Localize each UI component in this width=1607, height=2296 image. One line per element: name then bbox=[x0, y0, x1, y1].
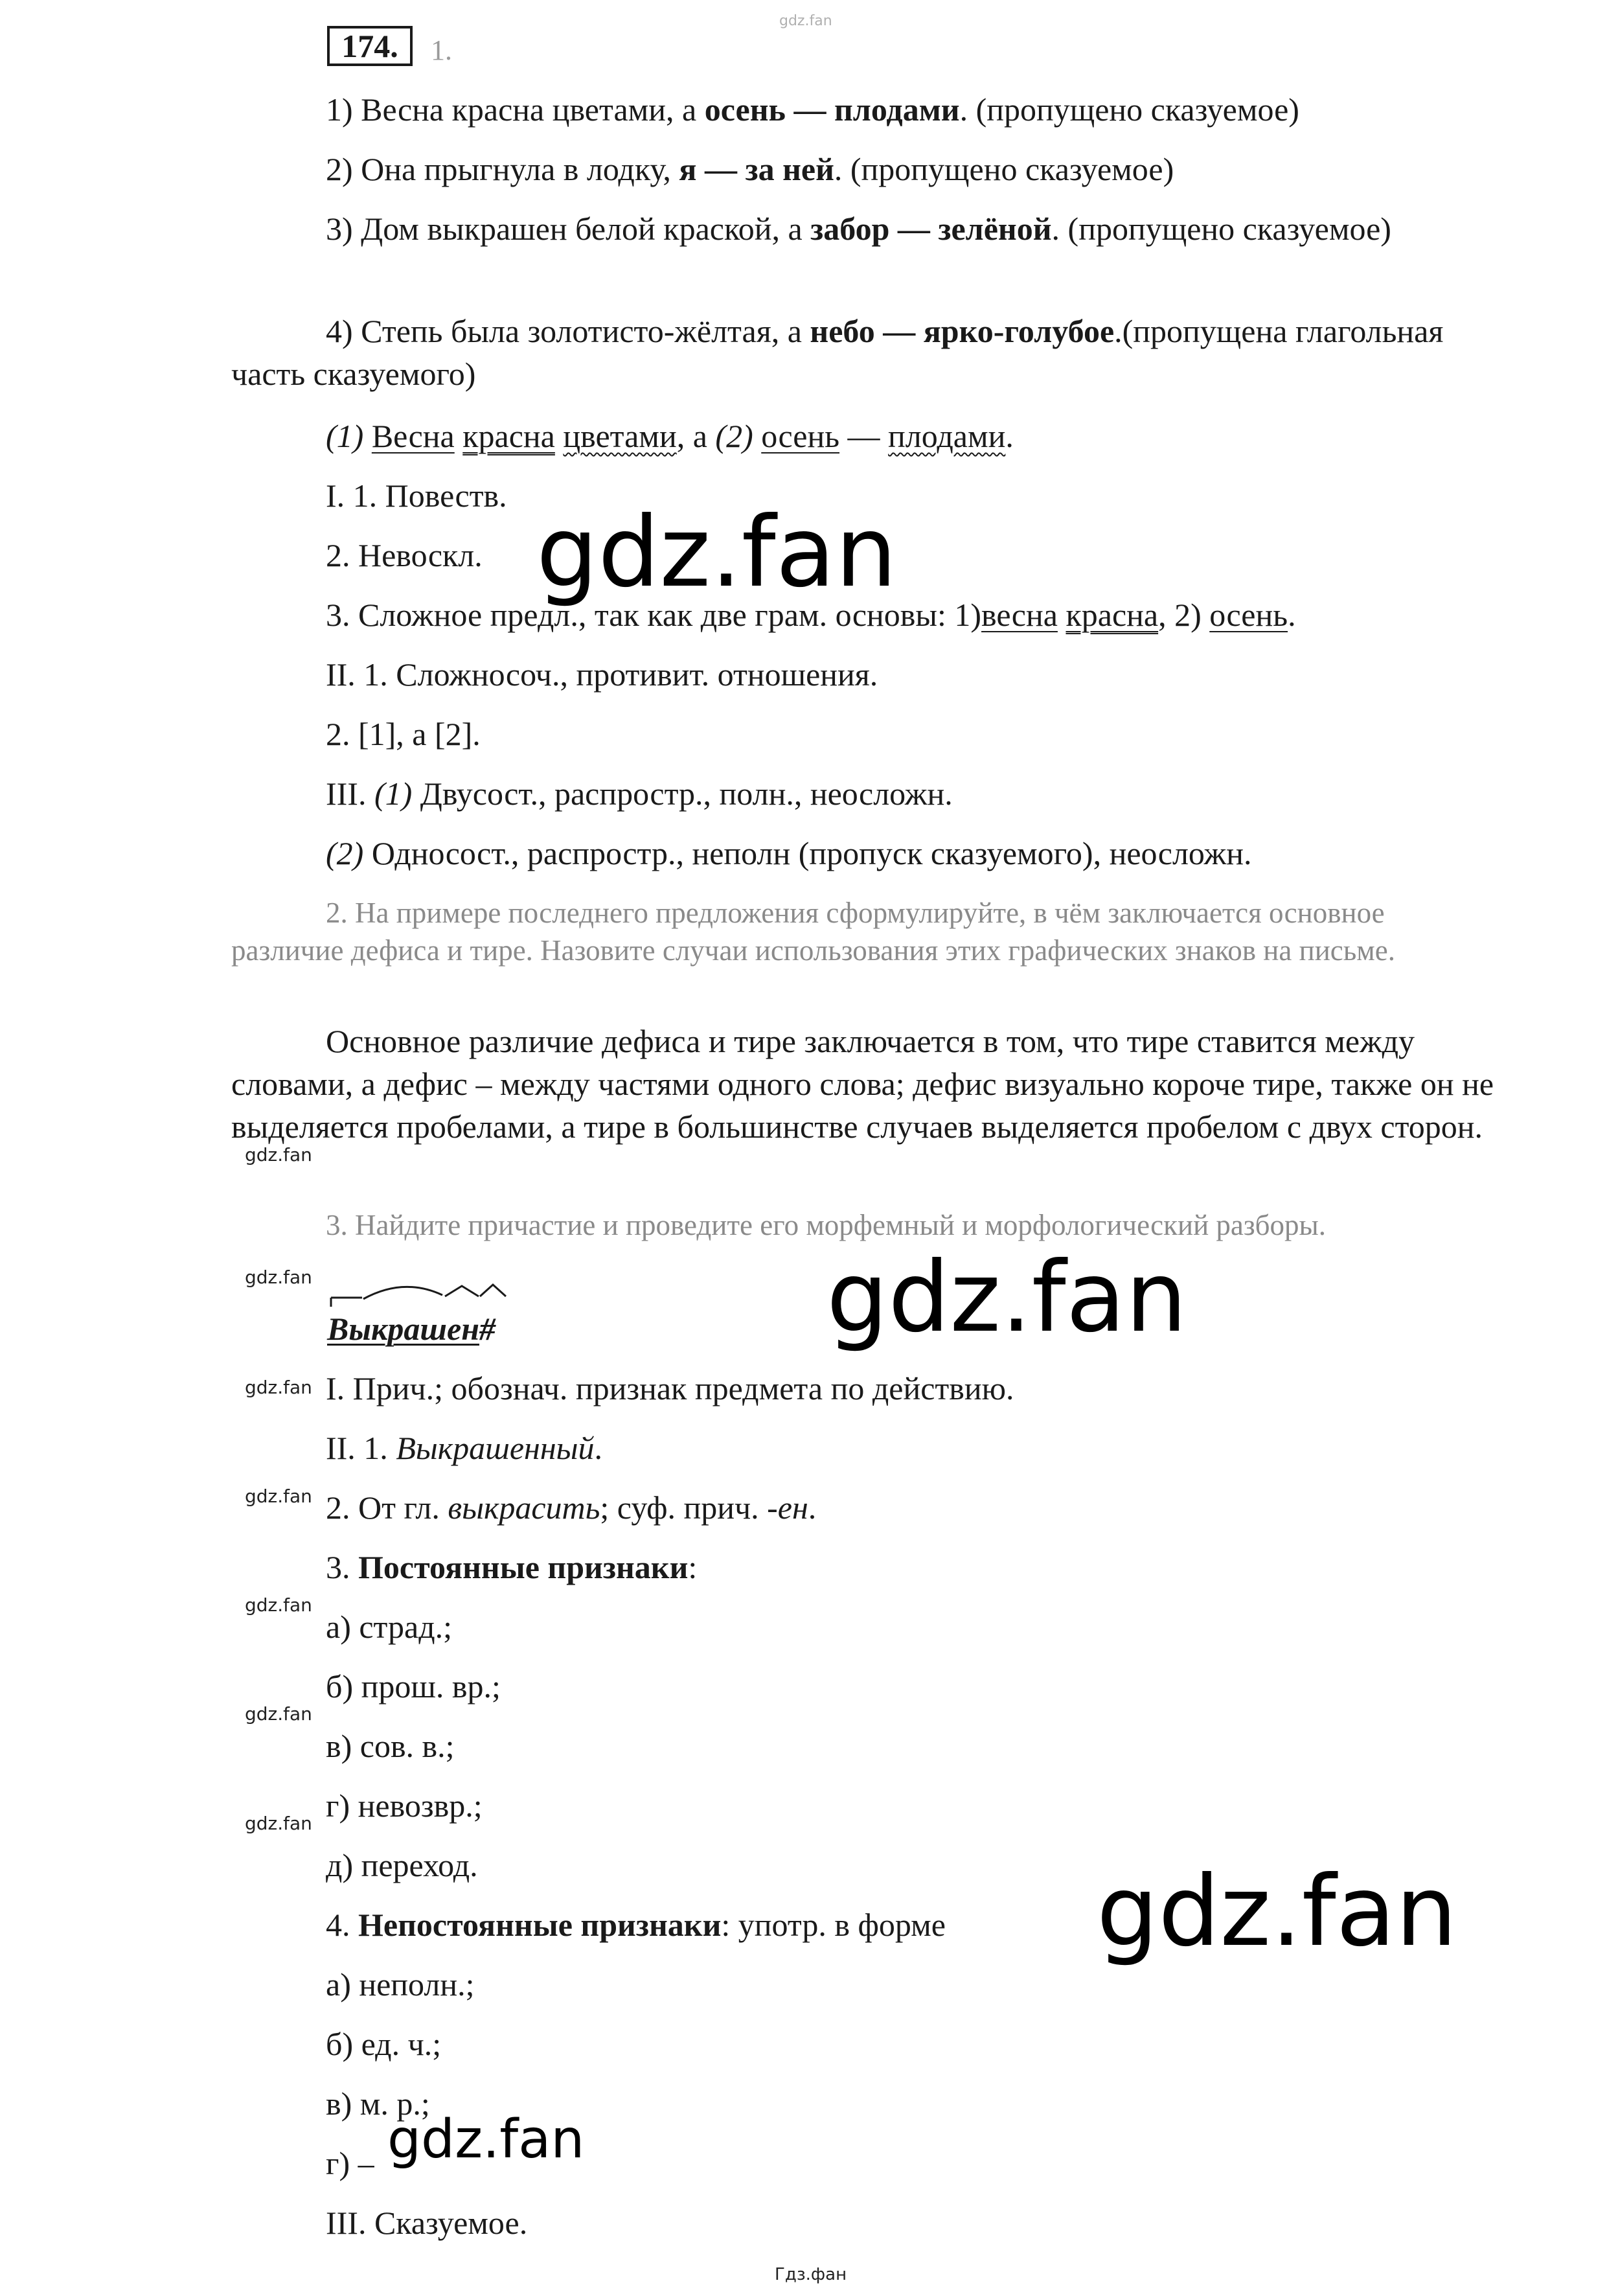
const-item: б) прош. вр.; bbox=[326, 1668, 501, 1705]
parse-line-2: II. 1. Выкрашенный. bbox=[326, 1430, 603, 1466]
example-1: 1) Весна красна цветами, а осень — плодами. (пропущено сказуемое) bbox=[326, 91, 1299, 128]
footer-watermark: Гдз.фан bbox=[775, 2265, 847, 2284]
var-item: б) ед. ч.; bbox=[326, 2026, 442, 2062]
example-3: 3) Дом выкрашен белой краской, а забор — зелёной. (пропущено сказуемое) bbox=[326, 211, 1391, 247]
point-iii2: (2) Односост., распростр., неполн (пропуск сказуемого), неосложн. bbox=[326, 835, 1252, 871]
point-i2: 2. Невоскл. bbox=[326, 537, 483, 573]
morph-word: Выкрашен# bbox=[327, 1311, 496, 1347]
task-1-label: 1. bbox=[431, 34, 452, 66]
const-item: г) невозвр.; bbox=[326, 1787, 483, 1824]
analysed-sentence: (1) Весна красна цветами, а (2) осень — плодами. bbox=[326, 418, 1014, 454]
task-3: 3. Найдите причастие и проведите его морфемный и морфологический разборы. bbox=[326, 1209, 1327, 1241]
point-ii1: II. 1. Сложносоч., противит. отношения. bbox=[326, 656, 878, 693]
parse-line-3: 2. От гл. выкрасить; суф. прич. -ен. bbox=[326, 1489, 817, 1526]
watermark-big: gdz.fan bbox=[1097, 1855, 1457, 1968]
point-iii1: III. (1) Двусост., распростр., полн., неосложн. bbox=[326, 775, 953, 812]
const-item: а) страд.; bbox=[326, 1609, 453, 1645]
parse-line-1: I. Прич.; обознач. признак предмета по действию. bbox=[326, 1370, 1014, 1406]
var-item: г) – bbox=[326, 2145, 374, 2181]
var-item: а) неполн.; bbox=[326, 1966, 475, 2003]
point-i3: 3. Сложное предл., так как две грам. основы: 1)весна красна, 2) осень. bbox=[326, 597, 1296, 633]
watermark-small: gdz.fan bbox=[245, 1144, 312, 1165]
example-4: 4) Степь была золотисто-жёлтая, а небо — ярко-голубое.(пропущена глагольная часть сказуемого) bbox=[231, 313, 1444, 392]
watermark-small: gdz.fan bbox=[245, 1813, 312, 1834]
point-i1: I. 1. Повеств. bbox=[326, 477, 507, 514]
var-item: в) м. р.; bbox=[326, 2085, 430, 2122]
const-item: д) переход. bbox=[326, 1847, 478, 1883]
exercise-number: 174. bbox=[327, 26, 413, 66]
watermark-big: gdz.fan bbox=[387, 2109, 585, 2170]
answer-2: Основное различие дефиса и тире заключается в том, что тире ставится между словами, а дефис – между частями одного слова; дефис визуально короче тире, также он не выделяется пробелами, а тире в большинстве случаев выделяется пробелом с двух сторон. bbox=[231, 1023, 1494, 1145]
watermark-small: gdz.fan bbox=[245, 1486, 312, 1507]
watermark-big: gdz.fan bbox=[536, 496, 897, 609]
watermark-small: gdz.fan bbox=[245, 1377, 312, 1398]
top-watermark: gdz.fan bbox=[779, 13, 832, 29]
const-item: в) сов. в.; bbox=[326, 1728, 455, 1764]
watermark-big: gdz.fan bbox=[826, 1241, 1187, 1354]
parse-last: III. Сказуемое. bbox=[326, 2205, 528, 2241]
parse-var-heading: 4. Непостоянные признаки: употр. в форме bbox=[326, 1907, 946, 1943]
example-2: 2) Она прыгнула в лодку, я — за ней. (пропущено сказуемое) bbox=[326, 151, 1174, 187]
watermark-small: gdz.fan bbox=[245, 1703, 312, 1725]
watermark-small: gdz.fan bbox=[245, 1267, 312, 1288]
point-ii2: 2. [1], а [2]. bbox=[326, 716, 481, 752]
task-2: 2. На примере последнего предложения сформулируйте, в чём заключается основное различие дефиса и тире. Назовите случаи использования этих графических знаков на письме. bbox=[231, 897, 1395, 967]
watermark-small: gdz.fan bbox=[245, 1594, 312, 1616]
parse-const-heading: 3. Постоянные признаки: bbox=[326, 1549, 698, 1585]
